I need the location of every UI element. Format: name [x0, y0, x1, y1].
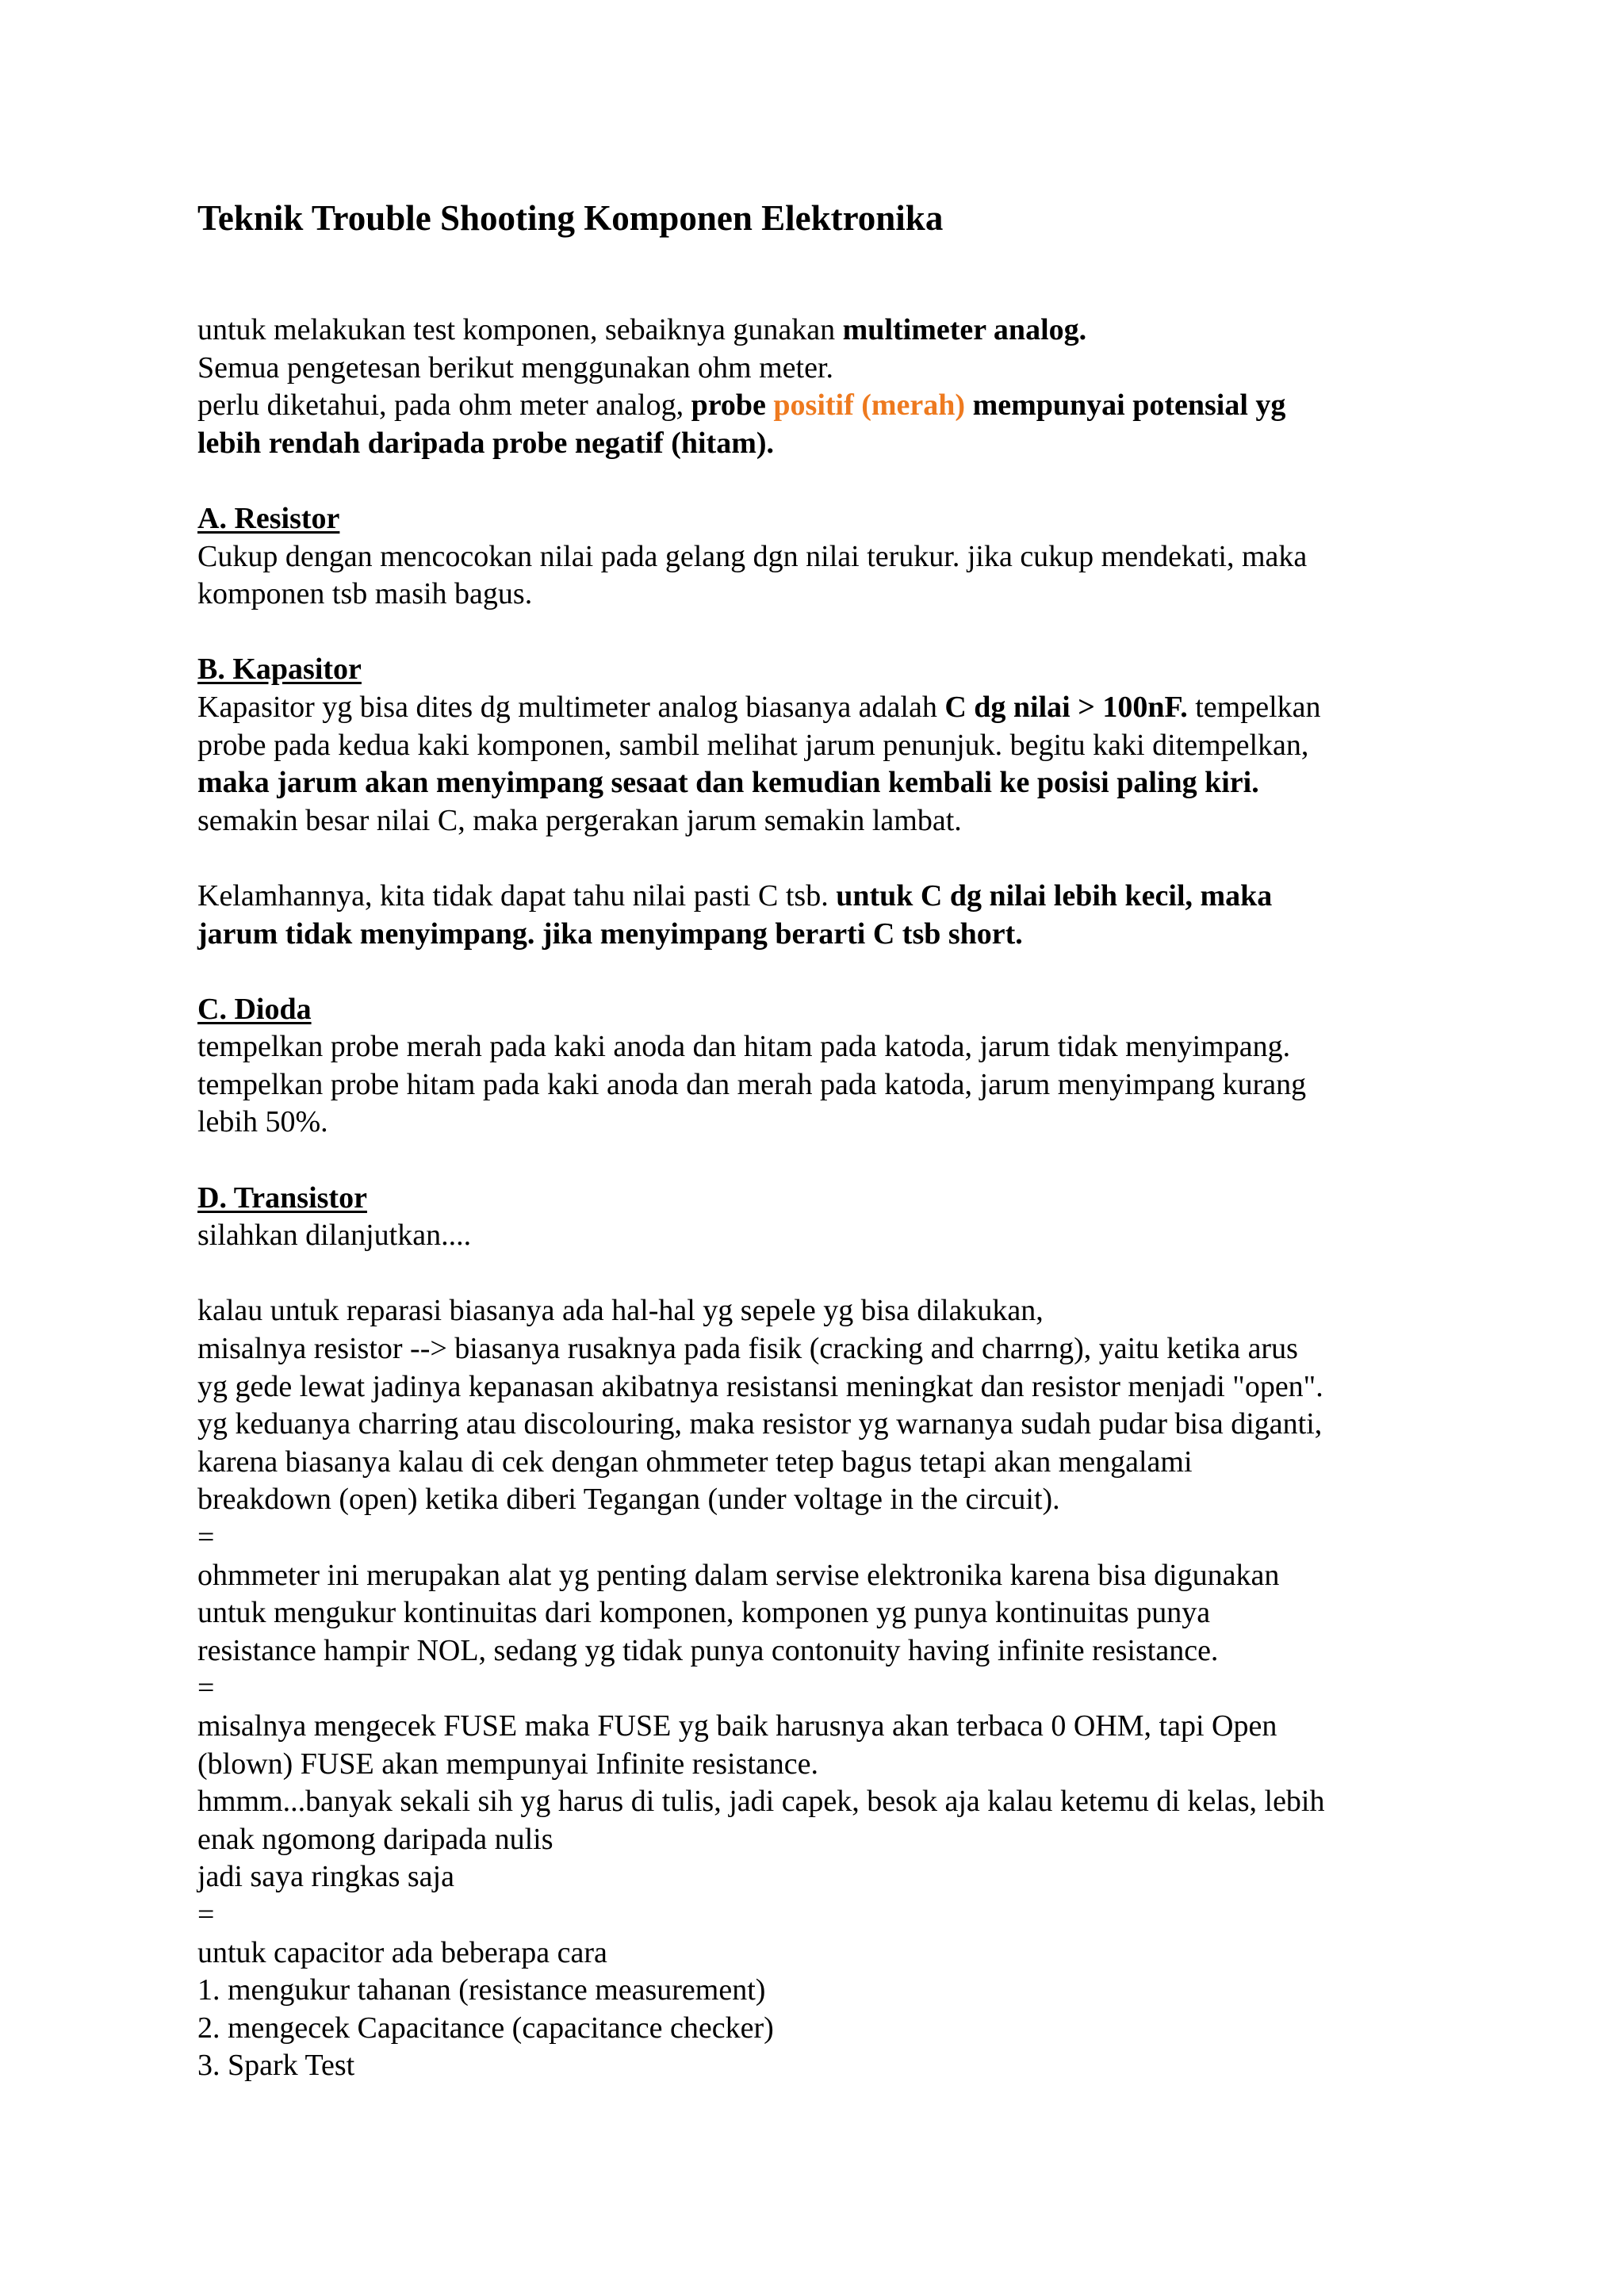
paragraph-line: lebih 50%.: [197, 1105, 328, 1139]
intro-text: perlu diketahui, pada ohm meter analog,: [197, 388, 691, 423]
intro-line: [197, 312, 1434, 350]
intro-section: [197, 312, 1434, 462]
paragraph-text: Kelamhannya, kita tidak dapat tahu nilai pasti C tsb.: [197, 878, 837, 913]
paragraph-emphasis: C dg nilai > 100nF.: [944, 690, 1188, 724]
spacer: [197, 840, 1434, 878]
spacer: [197, 1255, 1434, 1293]
section-heading-dioda: C. Dioda: [197, 992, 312, 1026]
list-item: 2. mengecek Capacitance (capacitance checker): [197, 2011, 774, 2045]
paragraph-text: tempelkan: [1187, 690, 1321, 724]
notes-line: hmmm...banyak sekali sih yg harus di tulis, jadi capek, besok aja kalau ketemu di kelas, lebih: [197, 1785, 1325, 1819]
notes-line: ohmmeter ini merupakan alat yg penting dalam servise elektronika karena bisa digunakan: [197, 1558, 1280, 1592]
intro-emphasis: multimeter analog.: [842, 313, 1087, 346]
list-item: 1. mengukur tahanan (resistance measurement): [197, 1973, 766, 2007]
notes-line: resistance hampir NOL, sedang yg tidak punya contonuity having infinite resistance.: [197, 1633, 1219, 1667]
notes-line: yg keduanya charring atau discolouring, maka resistor yg warnanya sudah pudar bisa diganti,: [197, 1407, 1323, 1441]
spacer: [197, 462, 1434, 500]
paragraph-line: maka jarum akan menyimpang sesaat dan kemudian kembali ke posisi paling kiri.: [197, 766, 1259, 800]
notes-line: yg gede lewat jadinya kepanasan akibatnya resistansi meningkat dan resistor menjadi "open".: [197, 1369, 1323, 1403]
intro-line: lebih rendah daripada probe negatif (hitam).: [197, 426, 775, 460]
separator-line: =: [197, 1671, 215, 1705]
intro-line: [197, 387, 1434, 425]
spacer: [197, 953, 1434, 991]
separator-line: =: [197, 1897, 215, 1931]
spacer: [197, 1142, 1434, 1180]
notes-section: [197, 1292, 1434, 2084]
paragraph-text: Kapasitor yg bisa dites dg multimeter analog biasanya adalah: [197, 690, 945, 724]
section-heading-transistor: D. Transistor: [197, 1181, 367, 1215]
intro-emphasis: probe: [691, 388, 774, 423]
notes-line: kalau untuk reparasi biasanya ada hal-hal yg sepele yg bisa dilakukan,: [197, 1294, 1044, 1328]
section-heading-resistor: A. Resistor: [197, 501, 340, 535]
document-body: [197, 312, 1434, 2085]
paragraph-line: tempelkan probe merah pada kaki anoda dan hitam pada katoda, jarum tidak menyimpang.: [197, 1030, 1291, 1064]
intro-line: Semua pengetesan berikut menggunakan ohm meter.: [197, 350, 833, 385]
paragraph-line: [197, 878, 1434, 916]
resistor-section: [197, 500, 1434, 614]
paragraph-line: probe pada kedua kaki komponen, sambil melihat jarum penunjuk. begitu kaki ditempelkan,: [197, 728, 1309, 762]
page-title: Teknik Trouble Shooting Komponen Elektronika: [197, 198, 944, 238]
kapasitor-section: [197, 651, 1434, 953]
notes-line: misalnya mengecek FUSE maka FUSE yg baik harusnya akan terbaca 0 OHM, tapi Open: [197, 1709, 1277, 1743]
probe-positive-highlight: positif (merah): [773, 388, 966, 423]
notes-line: jadi saya ringkas saja: [197, 1860, 454, 1894]
transistor-section: [197, 1180, 1434, 1255]
notes-line: misalnya resistor --> biasanya rusaknya pada fisik (cracking and charrng), yaitu ketika arus: [197, 1332, 1298, 1366]
paragraph-line: Cukup dengan mencocokan nilai pada gelang dgn nilai terukur. jika cukup mendekati, maka: [197, 539, 1308, 573]
notes-line: untuk capacitor ada beberapa cara: [197, 1935, 607, 1969]
paragraph-line: semakin besar nilai C, maka pergerakan jarum semakin lambat.: [197, 803, 962, 837]
paragraph-line: silahkan dilanjutkan....: [197, 1219, 472, 1253]
paragraph-line: [197, 689, 1434, 727]
list-item: 3. Spark Test: [197, 2049, 355, 2083]
separator-line: =: [197, 1521, 215, 1554]
paragraph-line: komponen tsb masih bagus.: [197, 577, 533, 611]
notes-line: karena biasanya kalau di cek dengan ohmmeter tetep bagus tetapi akan mengalami: [197, 1445, 1193, 1479]
intro-text: untuk melakukan test komponen, sebaiknya gunakan: [197, 313, 843, 346]
notes-line: untuk mengukur kontinuitas dari komponen, komponen yg punya kontinuitas punya: [197, 1596, 1211, 1630]
notes-line: breakdown (open) ketika diberi Tegangan (under voltage in the circuit).: [197, 1483, 1060, 1517]
spacer: [197, 614, 1434, 652]
notes-line: (blown) FUSE akan mempunyai Infinite resistance.: [197, 1747, 819, 1781]
paragraph-line: jarum tidak menyimpang. jika menyimpang berarti C tsb short.: [197, 916, 1023, 951]
paragraph-emphasis: untuk C dg nilai lebih kecil, maka: [836, 878, 1273, 913]
intro-emphasis: mempunyai potensial yg: [965, 388, 1286, 423]
notes-line: enak ngomong daripada nulis: [197, 1822, 553, 1856]
section-heading-kapasitor: B. Kapasitor: [197, 652, 362, 687]
paragraph-line: tempelkan probe hitam pada kaki anoda dan merah pada katoda, jarum menyimpang kurang: [197, 1067, 1307, 1101]
dioda-section: [197, 991, 1434, 1142]
